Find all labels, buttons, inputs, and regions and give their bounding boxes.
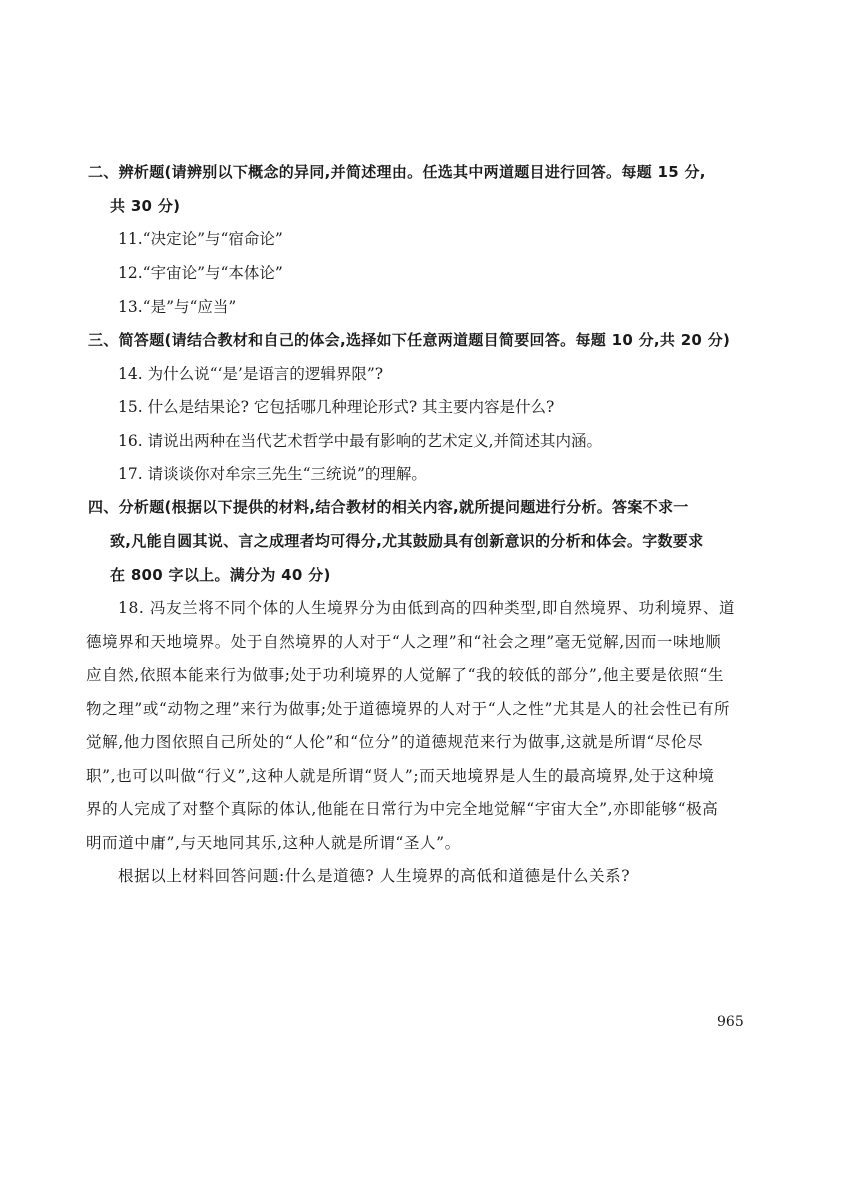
section4-heading-line1: 四、分析题(根据以下提供的材料,结合教材的相关内容,就所提问题进行分析。答案不求一 (88, 498, 689, 516)
section4-heading-line2: 致,凡能自圆其说、言之成理者均可得分,尤其鼓励具有创新意识的分析和体会。字数要求 (110, 532, 704, 550)
material-line-2: 德境界和天地境界。处于自然境界的人对于“人之理”和“社会之理”毫无觉解,因而一味地顺 (86, 633, 722, 651)
question-17: 17. 请谈谈你对牟宗三先生“三统说”的理解。 (118, 465, 427, 483)
analysis-question: 根据以上材料回答问题:什么是道德? 人生境界的高低和道德是什么关系? (118, 867, 631, 885)
section2-heading-line2: 共 30 分) (110, 197, 181, 215)
material-line-7: 界的人完成了对整个真际的体认,他能在日常行为中完全地觉解“宇宙大全”,亦即能够“极高 (86, 800, 719, 818)
material-line-1: 18. 冯友兰将不同个体的人生境界分为由低到高的四种类型,即自然境界、功利境界、道 (118, 599, 736, 617)
material-line-6: 职”,也可以叫做“行义”,这种人就是所谓“贤人”;而天地境界是人生的最高境界,处于这种境 (86, 767, 715, 785)
section2-heading-line1: 二、辨析题(请辨别以下概念的异同,并简述理由。任选其中两道题目进行回答。每题 15 分, (88, 163, 706, 181)
material-line-3: 应自然,依照本能来行为做事;处于功利境界的人觉解了“我的较低的部分”,他主要是依照“生 (86, 666, 725, 684)
question-15: 15. 什么是结果论? 它包括哪几种理论形式? 其主要内容是什么? (118, 398, 555, 416)
question-14: 14. 为什么说“‘是’是语言的逻辑界限”? (118, 365, 384, 383)
material-line-5: 觉解,他力图依照自己所处的“人伦”和“位分”的道德规范来行为做事,这就是所谓“尽伦尽 (86, 733, 704, 751)
question-12: 12.“宇宙论”与“本体论” (118, 264, 283, 282)
question-13: 13.“是”与“应当” (118, 298, 237, 316)
material-line-8: 明而道中庸”,与天地同其乐,这种人就是所谓“圣人”。 (86, 834, 461, 852)
section3-heading: 三、简答题(请结合教材和自己的体会,选择如下任意两道题目简要回答。每题 10 分,共 20 分) (88, 331, 731, 349)
question-16: 16. 请说出两种在当代艺术哲学中最有影响的艺术定义,并简述其内涵。 (118, 432, 603, 450)
material-line-4: 物之理”或“动物之理”来行为做事;处于道德境界的人对于“人之性”尤其是人的社会性已有所 (86, 700, 731, 718)
page-number: 965 (717, 1014, 744, 1030)
question-11: 11.“决定论”与“宿命论” (118, 230, 283, 248)
section4-heading-line3: 在 800 字以上。满分为 40 分) (110, 566, 331, 584)
